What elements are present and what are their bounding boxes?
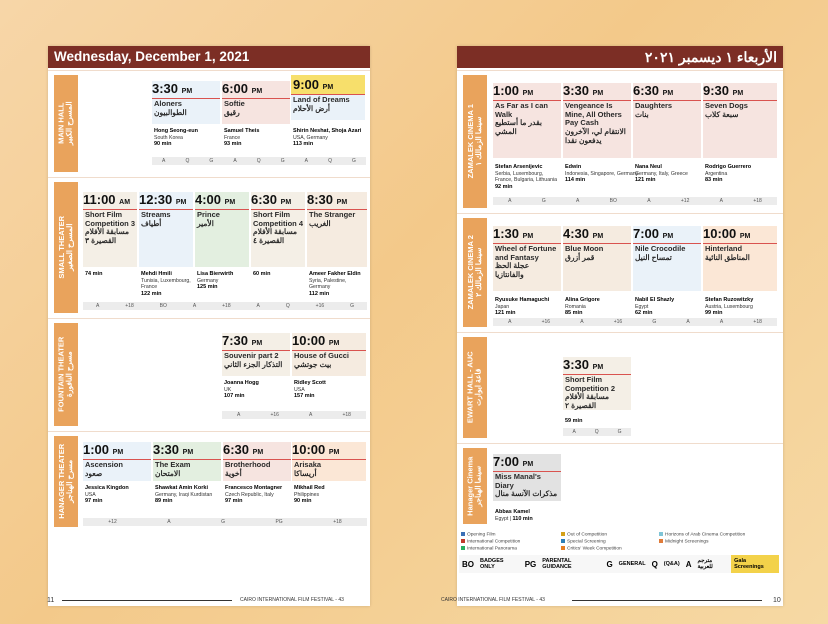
film-meta: Ameer Fakher Eldin Syria, Palestine, Germany 112 min (309, 271, 361, 297)
ratings-bar: A +18 BO A +18 A Q +16 G (83, 302, 367, 310)
ratings-bar: A G A BO A +12 A +18 (493, 197, 777, 205)
film-meta: Ryusuke Hamaguchi Japan 121 min (495, 297, 550, 317)
film-meta: Joanna Hogg UK 107 min (224, 380, 259, 400)
legend-item: Opening Film (461, 532, 496, 537)
film-prince[interactable]: 4:00 PM Prince الأمير (195, 192, 249, 267)
footer-rule (572, 600, 762, 601)
legend-item: Horizons of Arab Cinema Competition (659, 532, 745, 537)
venue-fountain-theater: FOUNTAIN THEATER مسرح النافورة 7:30 PM Souvenir part 2 التذكار الجزء الثاني Joanna Hogg UK 107 min 10:00 PM House of Gucci بيت جوتشي Ridley Scott USA 157 min A +16 A +18 (48, 318, 370, 430)
footer-rule (62, 600, 232, 601)
film-title: Prince (197, 210, 220, 219)
film-title: Brotherhood (225, 460, 271, 469)
film-title-ar: الانتقام لي، الآخرون يدفعون نقدا (565, 126, 626, 145)
film-short-comp-4[interactable]: 6:30 PM Short Film Competition 4 مسابقة الأفلام القصيرة ٤ (251, 192, 305, 267)
film-meta: Stefan Arsenijevic Serbia, Luxembourg, France, Bulgaria, Lithuania 92 min (495, 164, 557, 190)
film-title-ar: مسابقة الأفلام القصيرة ٤ (253, 227, 298, 245)
venue-hanager-theater: HANAGER THEATER مسرح الهناجر 1:00 PM Ascension صعود Jessica Kingdon USA 97 min 3:30 PM The Exam الامتحان Shawkat Amin Korki Germany, Iraqi Kurdistan 89 min 6:30 PM Brotherhood أخوية Francesco Montagner Czech Republic, Italy 97 min 10:00 PM Arisaka أريساكا Mikhail Red Philippines 90 min +12 A G PG +18 (48, 431, 370, 531)
film-title-ar: الطوالبيون (154, 107, 187, 117)
page-title-ar: الأربعاء ١ ديسمبر ٢٠٢١ (457, 46, 783, 68)
film-title-ar: عجلة الحظ والفانتازيا (495, 261, 530, 279)
film-title-ar: قمر أزرق (565, 252, 595, 262)
ratings-bar: A Q G A Q G A Q G (152, 157, 366, 165)
film-title-ar: أخوية (225, 468, 242, 478)
legend-item: Midnight Screenings (659, 539, 708, 544)
footer-text: CAIRO INTERNATIONAL FILM FESTIVAL - 43 (441, 597, 545, 603)
film-meta: Rodrigo Guerrero Argentina 83 min (705, 164, 752, 184)
film-title: Daughters (635, 101, 673, 110)
film-nile-crocodile[interactable]: 7:00 PM Nile Crocodile تمساح النيل (633, 226, 701, 291)
venue-hanager-cinema: Hanager Cinema سينما الهناجر 7:00 PM Miss Manal's Diary مذكرات الآنسة منال Abbas Kamel Egypt | 110 min (457, 443, 783, 528)
film-aloners[interactable] (152, 81, 220, 124)
film-title-ar: بنات (635, 109, 649, 119)
film-daughters[interactable]: 6:30 PM Daughters بنات (633, 83, 701, 158)
footer-text: CAIRO INTERNATIONAL FILM FESTIVAL - 43 (240, 597, 344, 603)
film-souvenir[interactable]: 7:30 PM Souvenir part 2 التذكار الجزء الثاني (222, 333, 290, 376)
film-title: House of Gucci (294, 351, 350, 360)
left-page (48, 46, 370, 606)
film-title-ar: سبعة كلاب (705, 109, 739, 119)
film-title-ar: مسابقة الأفلام القصيرة ٢ (565, 392, 610, 410)
film-miss-manals-diary[interactable]: 7:00 PM Miss Manal's Diary مذكرات الآنسة منال (493, 454, 561, 501)
film-title-ar: الامتحان (155, 468, 181, 478)
film-meta: Stefan Ruzowitzky Austria, Luxembourg 99 min (705, 297, 754, 317)
film-title: Wheel of Fortune and Fantasy (495, 244, 557, 262)
film-title: Streams (141, 210, 171, 219)
film-title: Short Film Competition 2 (565, 375, 615, 393)
legend-item: International Competition (461, 539, 520, 544)
film-arisaka[interactable]: 10:00 PM Arisaka أريساكا (292, 442, 366, 481)
page-number-right: 10 (773, 597, 781, 604)
film-title-ar: مسابقة الأفلام القصيرة ٣ (85, 227, 130, 245)
film-title-ar: مذكرات الآنسة منال (495, 489, 558, 499)
film-meta: Jessica Kingdon USA 97 min (85, 485, 129, 505)
film-title: Softie (224, 99, 245, 108)
film-meta: Mikhail Red Philippines 90 min (294, 485, 325, 505)
film-meta: Samuel Theis France 93 min (224, 128, 260, 148)
film-meta: Abbas Kamel Egypt | 110 min (495, 509, 533, 522)
venue-small-theater: SMALL THEATER المسرح الصغير 11:00 AM Short Film Competition 3 مسابقة الأفلام القصيرة ٣ 74 min 12:30 PM Streams أطياف Mehdi Hmili Tunisia, Luxembourg, France 122 min 4:00 PM Prince الأمير Lisa Bierwirth Germany 125 min 6:30 PM Short Film Competition 4 مسابقة الأفلام القصيرة ٤ 60 min 8:30 PM The Stranger الغريب Ameer Fakher Eldin Syria, Palestine, Germany 112 min A +18 BO A +18 A Q +16 G (48, 177, 370, 317)
film-brotherhood[interactable]: 6:30 PM Brotherhood أخوية (223, 442, 291, 481)
film-meta: Edwin Indonesia, Singapore, Germany 114 min (565, 164, 639, 184)
ratings-bar: +12 A G PG +18 (83, 518, 367, 526)
venue-zamalek-cinema-1: ZAMALEK CINEMA 1 سينما الزمالك ١ 1:00 PM As Far as I can Walk بقدر ما أستطيع المشي Stefan Arsenijevic Serbia, Luxembourg, France, Bulgaria, Lithuania 92 min 3:30 PM Vengeance Is Mine, All Others Pay Cash الانتقام لي، الآخرون يدفعون نقدا Edwin Indonesia, Singapore, Germany 114 min 6:30 PM Daughters بنات Nana Neul Germany, Italy, Greece 121 min 9:30 PM Seven Dogs سبعة كلاب Rodrigo Guerrero Argentina 83 min A G A BO A +12 A +18 (457, 70, 783, 212)
film-title: Miss Manal's Diary (495, 472, 541, 490)
film-title: Souvenir part 2 (224, 351, 279, 360)
film-meta: Nana Neul Germany, Italy, Greece 121 min (635, 164, 688, 184)
legend-item: Critics' Week Competition (561, 546, 622, 551)
film-title: Ascension (85, 460, 123, 469)
film-meta: Shawkat Amin Korki Germany, Iraqi Kurdistan 89 min (155, 485, 213, 505)
legend-item: Special Screening (561, 539, 606, 544)
film-title-ar: بيت جوتشي (294, 359, 332, 369)
film-title: Blue Moon (565, 244, 604, 253)
film-softie[interactable]: 6:00 PM Softie رقيق (222, 81, 290, 124)
film-title: Vengeance Is Mine, All Others Pay Cash (565, 101, 622, 128)
film-title: Nile Crocodile (635, 244, 686, 253)
ratings-key: BO BADGES ONLY PG PARENTAL GUIDANCE G GENERAL Q (Q&A) A مترجم للعربية Gala Screenings (459, 555, 779, 573)
film-short-comp-2[interactable]: 3:30 PM Short Film Competition 2 مسابقة الأفلام القصيرة ٢ (563, 357, 631, 410)
film-title-ar: بقدر ما أستطيع المشي (495, 118, 542, 136)
film-short-comp-3[interactable]: 11:00 AM Short Film Competition 3 مسابقة الأفلام القصيرة ٣ (83, 192, 137, 267)
film-title-ar: التذكار الجزء الثاني (224, 359, 283, 369)
venue-ewart-hall: EWART HALL - AUC قاعة ايوارت 3:30 PM Short Film Competition 2 مسابقة الأفلام القصيرة ٢ 59 min A Q G (457, 332, 783, 442)
film-as-far-as-i-can-walk[interactable]: 1:00 PM As Far as I can Walk بقدر ما أستطيع المشي (493, 83, 561, 158)
film-title: As Far as I can Walk (495, 101, 548, 119)
ratings-bar: A +16 A +16 G A A +18 (493, 318, 777, 326)
film-title: Arisaka (294, 460, 322, 469)
film-meta: Nabil El Shazly Egypt 62 min (635, 297, 675, 317)
ratings-bar: A Q G (563, 428, 631, 436)
film-meta: Francesco Montagner Czech Republic, Italy 97 min (225, 485, 283, 505)
film-title: The Exam (155, 460, 191, 469)
film-title-ar: الغريب (309, 218, 331, 228)
venue-zamalek-cinema-2: ZAMALEK CINEMA 2 سينما الزمالك ٢ 1:30 PM Wheel of Fortune and Fantasy عجلة الحظ والفانتازيا Ryusuke Hamaguchi Japan 121 min 4:30 PM Blue Moon قمر أزرق Alina Grigore Romania 85 min 7:00 PM Nile Crocodile تمساح النيل Nabil El Shazly Egypt 62 min 10:00 PM Hinterland المناطق النائية Stefan Ruzowitzky Austria, Luxembourg 99 min A +16 A +16 G A A +18 (457, 213, 783, 331)
film-title: The Stranger (309, 210, 356, 219)
page-number-left: 11 (47, 597, 55, 604)
film-title-ar: الأمير (197, 218, 214, 228)
film-the-exam[interactable]: 3:30 PM The Exam الامتحان (153, 442, 221, 481)
film-title: Land of Dreams (293, 95, 350, 104)
film-seven-dogs[interactable]: 9:30 PM Seven Dogs سبعة كلاب (703, 83, 777, 158)
film-title-ar: رقيق (224, 107, 240, 117)
film-meta: Ridley Scott USA 157 min (294, 380, 326, 400)
film-meta: Hong Seong-eun South Korea 90 min (154, 128, 198, 148)
film-title-ar: صعود (85, 468, 103, 478)
film-meta: 74 min (85, 271, 103, 277)
film-title: Seven Dogs (705, 101, 748, 110)
film-title-ar: تمساح النيل (635, 252, 672, 262)
film-title: Aloners (154, 99, 182, 108)
film-meta: Lisa Bierwirth Germany 125 min (197, 271, 234, 291)
film-blue-moon[interactable]: 4:30 PM Blue Moon قمر أزرق (563, 226, 631, 291)
film-title-ar: أرض الأحلام (293, 103, 330, 113)
venue-main-hall (48, 70, 370, 176)
film-ascension[interactable]: 1:00 PM Ascension صعود (83, 442, 151, 481)
legend-item: International Panorama (461, 546, 517, 551)
film-vengeance-is-mine[interactable]: 3:30 PM Vengeance Is Mine, All Others Pay Cash الانتقام لي، الآخرون يدفعون نقدا (563, 83, 631, 158)
film-time: 3:30 PM (152, 81, 193, 96)
film-streams[interactable]: 12:30 PM Streams أطياف (139, 192, 193, 267)
film-meta: 60 min (253, 271, 271, 277)
film-title: Short Film Competition 4 (253, 210, 303, 228)
film-meta: Mehdi Hmili Tunisia, Luxembourg, France 122 min (141, 271, 191, 297)
film-meta: 59 min (565, 418, 583, 424)
film-title-ar: المناطق النائية (705, 252, 750, 262)
film-meta: Alina Grigore Romania 85 min (565, 297, 600, 317)
film-title: Short Film Competition 3 (85, 210, 135, 228)
film-meta: Shirin Neshat, Shoja Azari USA, Germany 113 min (293, 128, 362, 148)
film-the-stranger[interactable]: 8:30 PM The Stranger الغريب (307, 192, 367, 267)
venue-label: MAIN HALL المسرح الكبير (54, 75, 78, 172)
page-title: Wednesday, December 1, 2021 (48, 46, 370, 68)
film-land-of-dreams[interactable]: 9:00 PM Land of Dreams أرض الأحلام (291, 75, 365, 120)
film-house-of-gucci[interactable]: 10:00 PM House of Gucci بيت جوتشي (292, 333, 366, 376)
film-hinterland[interactable]: 10:00 PM Hinterland المناطق النائية (703, 226, 777, 291)
legend-item: Out of Competition (561, 532, 607, 537)
ratings-bar: A +16 A +18 (222, 411, 366, 419)
film-title-ar: أريساكا (294, 468, 317, 478)
right-page (457, 46, 783, 606)
film-title-ar: أطياف (141, 218, 162, 228)
film-wheel-of-fortune[interactable]: 1:30 PM Wheel of Fortune and Fantasy عجلة الحظ والفانتازيا (493, 226, 561, 291)
film-title: Hinterland (705, 244, 743, 253)
